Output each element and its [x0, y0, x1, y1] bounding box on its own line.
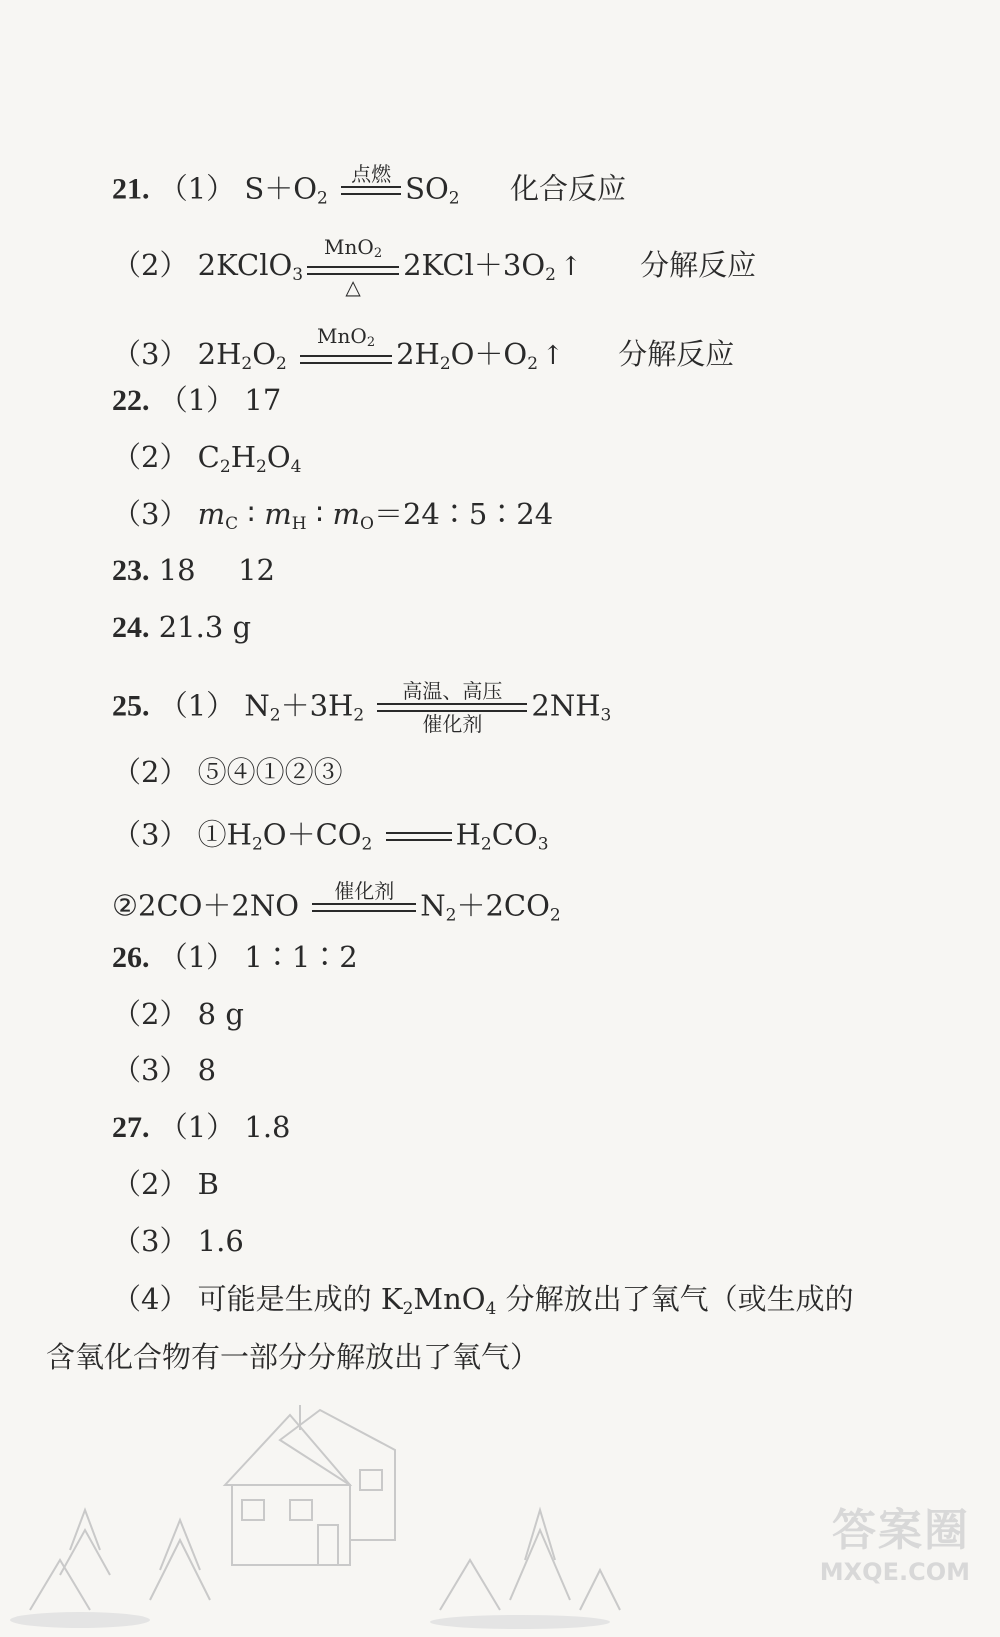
gas-arrow-icon: ↑ — [559, 252, 582, 282]
question-number: 22. — [112, 384, 150, 417]
reaction-arrow: MnO$_2$ △ — [307, 236, 399, 298]
reaction-type: 分解反应 — [618, 337, 735, 371]
answer-26-3: （3） 8 — [112, 1053, 217, 1087]
answer-23: 23. 18 12 — [112, 553, 275, 587]
watermark-logo — [810, 1505, 970, 1625]
answer-25-2: （2） ⑤④①②③ — [112, 755, 343, 789]
question-number: 24. — [112, 611, 150, 644]
answer-21-3: （3） $2H_2O_2$ MnO$_2$ $2H_2O+O_2$ ↑ 分解反应 — [112, 325, 734, 387]
reaction-arrow: 点燃 — [341, 163, 401, 218]
reaction-arrow — [386, 809, 452, 864]
answer-26-1: 26. （1） 1∶1∶2 — [112, 940, 358, 974]
watermark-text: 答案圈 — [832, 1505, 970, 1556]
question-number: 21. — [112, 172, 150, 206]
gas-arrow-icon: ↑ — [542, 341, 564, 371]
answer-25-3-b: ②2CO＋2NO 催化剂 $N_2+2CO_2$ — [112, 880, 561, 936]
answer-27-2: （2） B — [112, 1167, 219, 1201]
answer-27-4: （4） 可能是生成的 $K_2MnO_4$ 分解放出了氧气（或生成的 — [112, 1282, 854, 1319]
answer-21-2: （2） 2KClO$_3$ MnO$_2$ △ $2KCl+3O_2$ ↑ 分解反应 — [112, 235, 757, 299]
answer-25-1: 25. （1） $N_2+3H_2$ 高温、高压 催化剂 $2NH_3$ — [112, 679, 612, 736]
answer-22-2: （2） $C_2H_2O_4$ — [112, 440, 302, 477]
answer-21-1: 21. （1） $S+O_2$ 点燃 $SO_2$ 化合反应 — [112, 163, 626, 219]
answer-26-2: （2） 8 g — [112, 997, 244, 1031]
question-number: 26. — [112, 941, 150, 974]
watermark-url: MXQE.COM — [819, 1558, 970, 1586]
reaction-type: 分解反应 — [640, 248, 757, 282]
answer-22-3: （3） $m_C$ ∶ $m_H$ ∶ $m_O=24∶5∶24$ — [112, 497, 554, 534]
answer-24: 24. 21.3 g — [112, 610, 252, 644]
answer-22-1: 22. （1） 17 — [112, 383, 282, 417]
answer-25-3: （3） $①H_2O+CO_2$ $H_2CO_3$ — [112, 809, 549, 865]
answer-27-1: 27. （1） 1.8 — [112, 1110, 291, 1144]
question-number: 27. — [112, 1111, 150, 1144]
reaction-arrow: 催化剂 — [312, 880, 416, 935]
question-number: 23. — [112, 554, 150, 587]
answer-27-4-cont: 含氧化合物有一部分分解放出了氧气） — [46, 1340, 540, 1374]
answer-27-3: （3） 1.6 — [112, 1224, 244, 1258]
reaction-arrow: 高温、高压 催化剂 — [377, 680, 527, 735]
reaction-type: 化合反应 — [510, 171, 627, 206]
question-number: 25. — [112, 689, 150, 723]
reaction-arrow: MnO$_2$ — [300, 325, 392, 387]
